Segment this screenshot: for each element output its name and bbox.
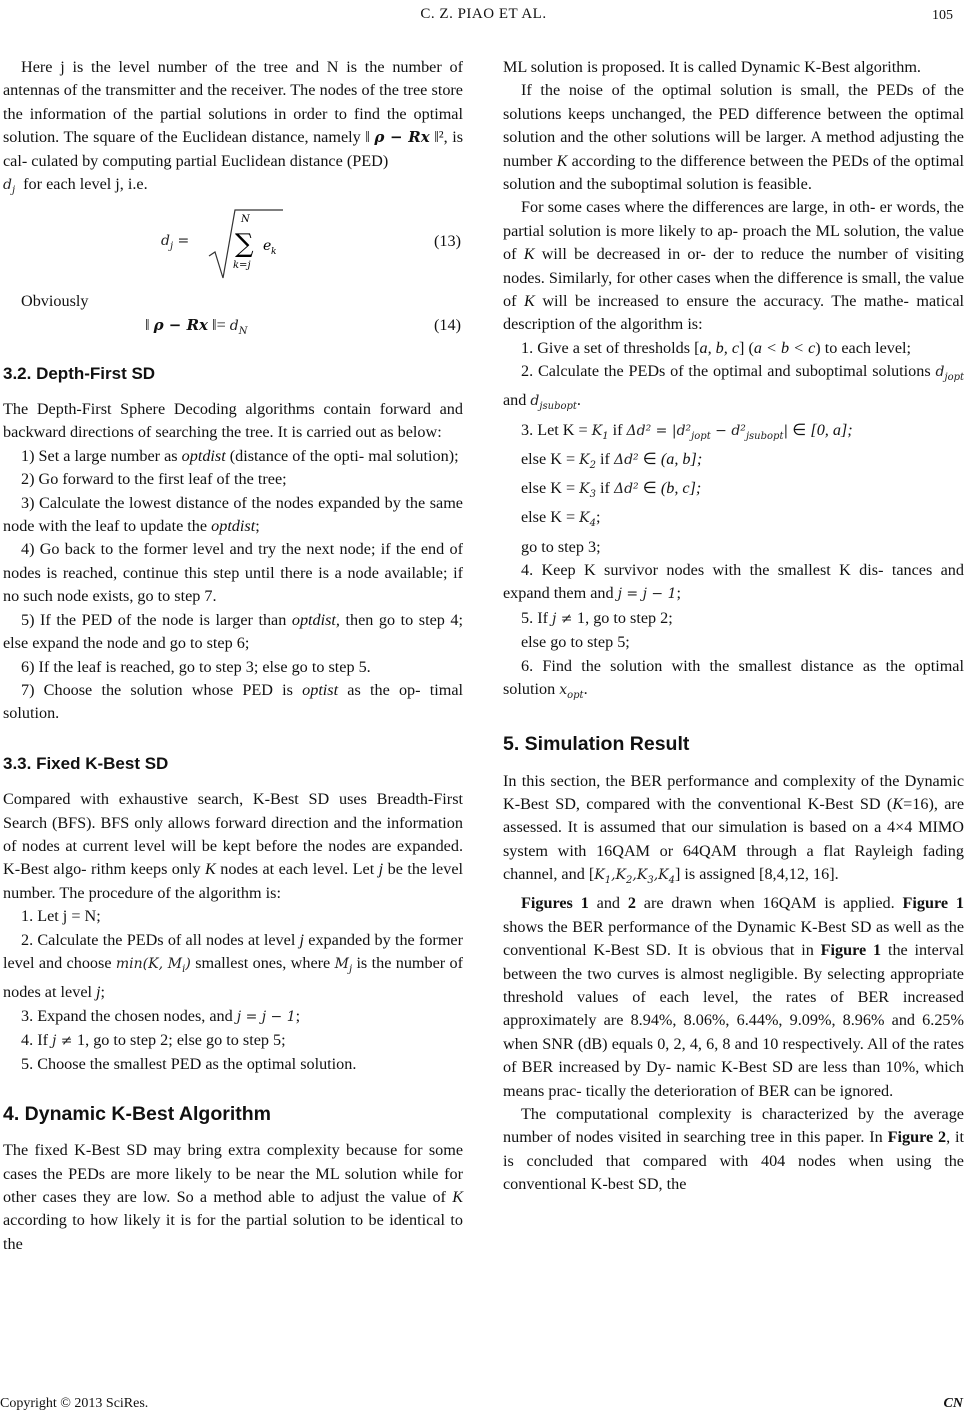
dynamic-kbest-steps <box>503 337 964 707</box>
section-heading-3-2: 3.2. Depth-First SD <box>3 363 156 383</box>
list-item: else $K = K_3$ if Δd² ∈ (b, c]; <box>521 479 702 500</box>
page-number: 105 <box>932 8 953 23</box>
journal-abbrev: CN <box>943 1396 963 1411</box>
equation-13: $d_j$ = N ∑ e k k=j (13) <box>3 202 463 290</box>
list-item: 4) Go back to the former level and try the next node; if the end of nodes is reached, continue this step until there is a node available; if no such node exists, go to step 7. <box>3 540 463 606</box>
list-item: 2. Calculate the PEDs of all nodes at level j expanded by the former level and choose min(K, $M_i$) smallest ones, where $M_j$ is the number of nodes at level j; <box>3 930 464 1002</box>
list-item: 2) Go forward to the first leaf of the tree; <box>21 470 287 489</box>
svg-text:k: k <box>271 247 277 258</box>
continued-paragraph: ML solution is proposed. It is called Dynamic K-Best algorithm. <box>503 58 921 76</box>
section-heading-5: 5. Simulation Result <box>503 733 690 756</box>
equation-14: ‖ ρ − Rx ‖= $d_N$ (14) <box>145 315 461 337</box>
list-item: 4. Keep K survivor nodes with the smallest K dis- tances and expand them and j = j − 1; <box>503 560 964 603</box>
list-item: 3. Let $K = K_1$ if $\Delta d^2 = |d^2_{jopt} - d^2_{jsubopt}|$ ∈ [0, a]; <box>521 420 853 442</box>
complexity-paragraph: The computational complexity is characterized by the average number of nodes visited in searching tree in this paper. In Figure 2, it is concluded that compared with 404 nodes when using the conventional K-best SD, the <box>503 1105 964 1194</box>
fixed-kbest-intro: Compared with exhaustive search, K-Best SD uses Breadth-First Search (BFS). BFS only allows forward direction and the information of nodes at current level will be kept before the nodes are expanded. K-Best algo- rithm keeps only K nodes at each level. Let j be the level number. The procedure of the algorithm is: <box>3 790 464 902</box>
list-item: 7) Choose the solution whose PED is optist as the op- timal solution. <box>3 680 464 723</box>
list-item: 1. Give a set of thresholds [a, b, c] (a < b < c) to each level; <box>521 338 912 357</box>
equation-14-number: (14) <box>434 315 461 334</box>
section-heading-3-3: 3.3. Fixed K-Best SD <box>3 753 169 773</box>
running-title: C. Z. PIAO ET AL. <box>420 6 547 22</box>
page-header <box>0 4 967 28</box>
intro-paragraph: Here j is the level number of the tree and N is the number of antennas of the transmitter and the receiver. The nodes of the tree store the information of the partial solutions in order to find the optimal solution. The square of the Euclidean distance, namely ‖ ρ − Rx ‖², is cal- culated by computing partial Euclidean distance (PED) $d_j$ for each level j, i.e. <box>3 58 464 196</box>
svg-text:N: N <box>241 214 250 226</box>
obviously-label: Obviously <box>21 292 89 311</box>
dynamic-kbest-intro: The fixed K-Best SD may bring extra complexity because for some cases the PEDs are more likely to be near the ML solution while for other cases they are low. So a method able to adjust the value of K according to how likely it is for the partial solution to be identical to the <box>3 1141 463 1253</box>
svg-text:k=j: k=j <box>233 260 251 272</box>
left-column <box>3 56 463 1256</box>
svg-text:e: e <box>263 238 272 255</box>
cases-paragraph: For some cases where the differences are large, in oth- er words, the partial solution is more likely to ap- proach the ML solution, the value of K will be decreased in or- der to reduce the number of visiting nodes. Similarly, for other cases when the difference is small, the value of K will be increased to ensure the accuracy. The mathe- matical description of the algorithm is: <box>503 198 965 334</box>
list-item: else $K = K_2$ if Δd² ∈ (a, b]; <box>521 449 703 471</box>
equation-13-number: (13) <box>434 232 461 251</box>
list-item: else $K = K_4$; <box>521 508 601 530</box>
figures-paragraph: Figures 1 and 2 are drawn when 16QAM is applied. Figure 1 shows the BER performance of the Dynamic K-Best SD as well as the conventional K-Best SD. It is obvious that in Figure 1 the interval between the two curves is almost negligible. By selecting appropriate threshold values of each level, the rates of BER increased approximately are 8.94%, 8.06%, 6.44%, 9.09%, 8.96% and 6.25% when SNR (dB) equals 0, 2, 4, 6, 8 and 10 respectively. All of the rates of BER increased by Dy- namic K-Best SD are less than 10%, which means prac- tically the deterioration of BER can be ignored. <box>503 894 965 1100</box>
list-item: 1) Set a large number as optdist (distance of the opti- mal solution); <box>21 446 459 465</box>
depth-first-steps <box>3 445 463 726</box>
noise-paragraph: If the noise of the optimal solution is small, the PEDs of the solutions keeps unchanged, the PED difference between the optimal solution and the other solutions will be larger. A method adjusting the number K according to the difference between the PEDs of the optimal solution and the suboptimal solution is feasible. <box>503 81 964 194</box>
list-item: go to step 3; <box>521 537 601 556</box>
list-item: 5. Choose the smallest PED as the optimal solution. <box>21 1055 357 1074</box>
list-item: else go to step 5; <box>521 633 630 652</box>
list-item: 6. Find the solution with the smallest distance as the optimal solution $x_{opt}$. <box>503 656 964 701</box>
section-heading-4: 4. Dynamic K-Best Algorithm <box>3 1102 271 1125</box>
list-item: 2. Calculate the PEDs of the optimal and suboptimal solutions $d_{jopt}$ and $d_{jsubopt}$. <box>503 362 965 413</box>
list-item: 1. Let j = N; <box>21 907 101 926</box>
list-item: 3. Expand the chosen nodes, and j = j − 1; <box>21 1006 301 1025</box>
list-item: 3) Calculate the lowest distance of the nodes expanded by the same node with the leaf to update the optdist; <box>3 493 463 536</box>
copyright-text: Copyright © 2013 SciRes. <box>0 1396 149 1411</box>
depth-first-intro: The Depth-First Sphere Decoding algorithms contain forward and backward directions of searching the tree. It is carried out as below: <box>3 400 463 442</box>
list-item: 5) If the PED of the node is larger than optdist, then go to step 4; else expand the node and go to step 6; <box>3 610 463 653</box>
fixed-kbest-steps <box>3 905 463 1077</box>
list-item: 6) If the leaf is reached, go to step 3; else go to step 5. <box>21 657 371 676</box>
right-column <box>503 56 964 1197</box>
sqrt-sum-formula <box>207 206 327 286</box>
simulation-paragraph: In this section, the BER performance and complexity of the Dynamic K-Best SD, compared with the conventional K-Best SD (K=16), are assessed. It is assumed that our simulation is based on a 4×4 MIMO system with 16QAM or 64QAM through a flat Rayleigh fading channel, and $[K_1,K_2,K_3,K_4]$ is assigned [8,4,12, 16]. <box>503 771 965 886</box>
list-item: 5. If j ≠ 1, go to step 2; <box>521 608 673 627</box>
list-item: 4. If j ≠ 1, go to step 2; else go to step 5; <box>21 1031 286 1049</box>
svg-text:∑: ∑ <box>235 229 254 260</box>
